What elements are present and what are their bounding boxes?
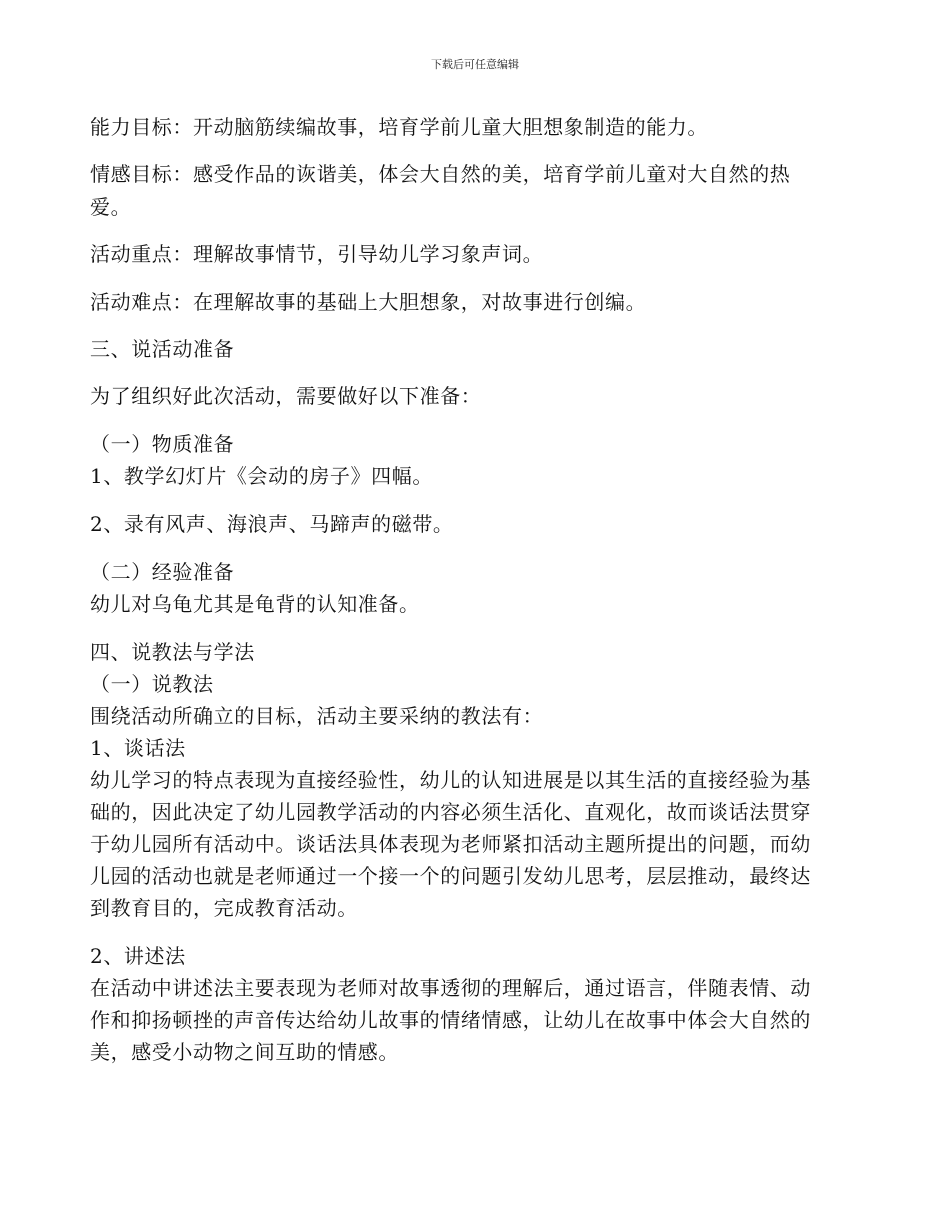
paragraph-emotion-goal: 情感目标：感受作品的诙谐美，体会大自然的美，培育学前儿童对大自然的热 (90, 162, 791, 186)
paragraph-key-point: 活动重点：理解故事情节，引导幼儿学习象声词。 (90, 242, 544, 266)
paragraph-emotion-goal-cont: 爱。 (90, 195, 132, 219)
paragraph-conversation-4: 儿园的活动也就是老师通过一个接一个的问题引发幼儿思考，层层推动，最终达 (90, 864, 811, 888)
heading-activity-preparation: 三、说活动准备 (90, 337, 235, 361)
paragraph-methods-intro: 围绕活动所确立的目标，活动主要采纳的教法有： (90, 704, 544, 728)
subheading-material-preparation: （一）物质准备 (90, 432, 235, 456)
subheading-experience-preparation: （二）经验准备 (90, 560, 235, 584)
paragraph-difficult-point: 活动难点：在理解故事的基础上大胆想象，对故事进行创编。 (90, 290, 647, 314)
paragraph-narration-1: 在活动中讲述法主要表现为老师对故事透彻的理解后，通过语言，伴随表情、动 (90, 976, 811, 1000)
heading-teaching-methods: 四、说教法与学法 (90, 640, 255, 664)
paragraph-conversation-2: 础的，因此决定了幼儿园教学活动的内容必须生活化、直观化，故而谈话法贯穿 (90, 800, 811, 824)
page-header: 下载后可任意编辑 (431, 58, 519, 71)
paragraph-experience: 幼儿对乌龟尤其是龟背的认知准备。 (90, 592, 420, 616)
paragraph-preparation-intro: 为了组织好此次活动，需要做好以下准备： (90, 384, 482, 408)
paragraph-conversation-1: 幼儿学习的特点表现为直接经验性，幼儿的认知进展是以其生活的直接经验为基 (90, 768, 811, 792)
list-item-slides: 1、教学幻灯片《会动的房子》四幅。 (90, 464, 433, 488)
paragraph-narration-3: 美，感受小动物之间互助的情感。 (90, 1040, 399, 1064)
paragraph-conversation-5: 到教育目的，完成教育活动。 (90, 896, 358, 920)
paragraph-narration-2: 作和抑扬顿挫的声音传达给幼儿故事的情绪情感，让幼儿在故事中体会大自然的 (90, 1008, 811, 1032)
list-item-conversation-method: 1、谈话法 (90, 736, 186, 760)
paragraph-conversation-3: 于幼儿园所有活动中。谈话法具体表现为老师紧扣活动主题所提出的问题，而幼 (90, 832, 811, 856)
list-item-narration-method: 2、讲述法 (90, 944, 186, 968)
list-item-tape: 2、录有风声、海浪声、马蹄声的磁带。 (90, 512, 454, 536)
paragraph-ability-goal: 能力目标：开动脑筋续编故事，培育学前儿童大胆想象制造的能力。 (90, 115, 708, 139)
subheading-teaching-method: （一）说教法 (90, 672, 214, 696)
